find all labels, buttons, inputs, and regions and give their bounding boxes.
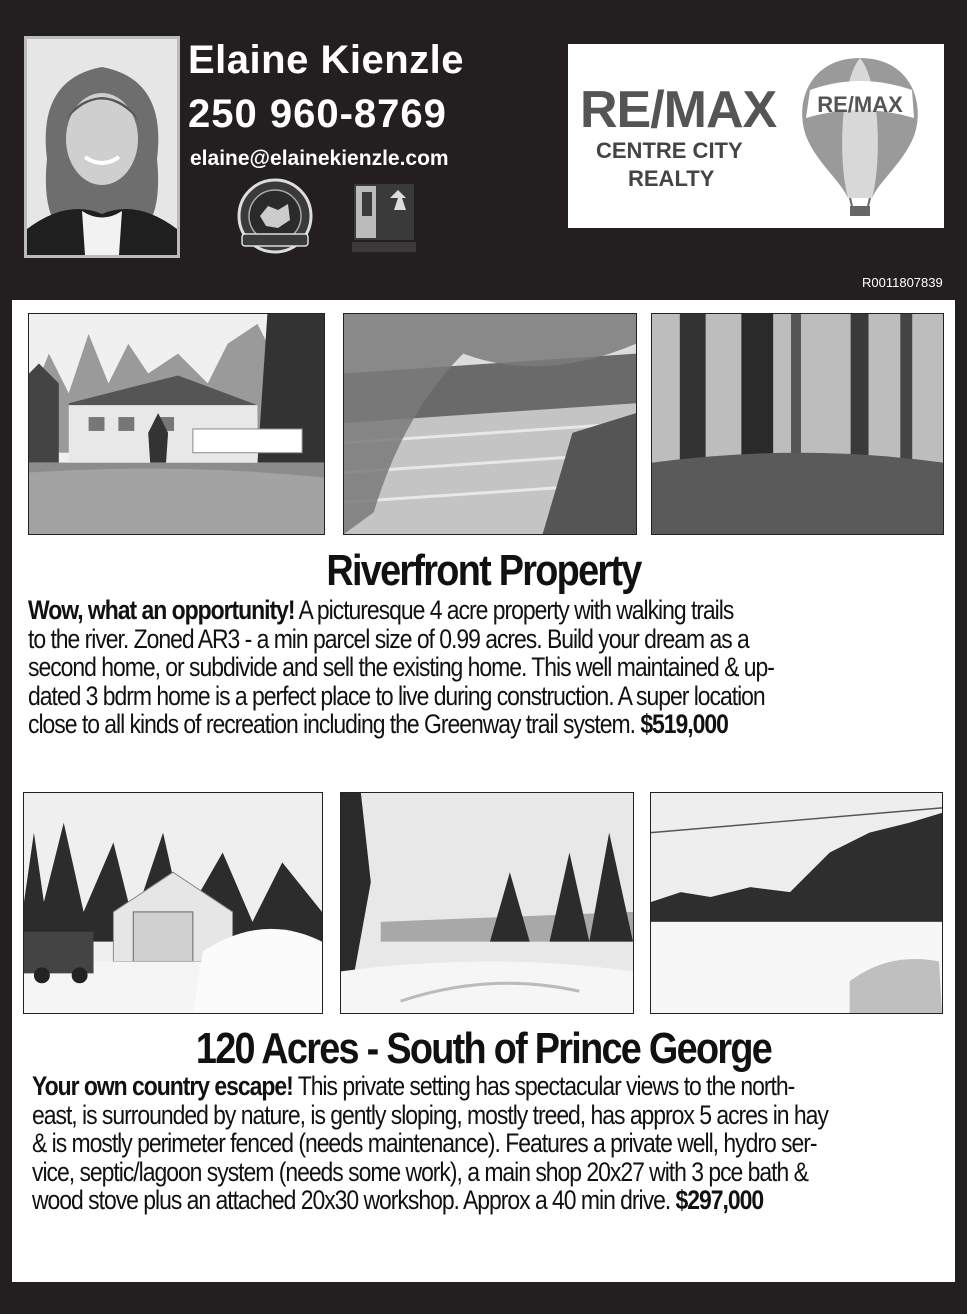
agent-name: Elaine Kienzle xyxy=(188,38,464,82)
description-line: vice, septic/lagoon system (needs some work), a main shop 20x27 with 3 pce bath & xyxy=(32,1156,808,1187)
listing-description xyxy=(32,1072,942,1215)
balloon-label: RE/MAX xyxy=(817,92,903,117)
description-line: close to all kinds of recreation including the Greenway trail system. $519,000 xyxy=(28,709,728,739)
description-line: & is mostly perimeter fenced (needs maintenance). Features a private well, hydro ser- xyxy=(32,1128,817,1158)
commercial-logo xyxy=(342,176,426,256)
listing-photo-view[interactable] xyxy=(340,792,634,1014)
brokerage-name-line1: CENTRE CITY xyxy=(596,138,743,163)
listing-title: 120 Acres - South of Prince George xyxy=(195,1024,772,1073)
description-line: second home, or subdivide and sell the existing home. This well maintained & up- xyxy=(28,652,774,682)
listing-photo-field[interactable] xyxy=(650,792,943,1014)
description-line: east, is surrounded by nature, is gently sloping, mostly treed, has approx 5 acres in hay xyxy=(32,1099,828,1130)
remax-wordmark: RE/MAX xyxy=(580,81,777,139)
agent-phone[interactable]: 250 960-8769 xyxy=(188,92,447,136)
agent-photo xyxy=(24,36,180,258)
listing-title: Riverfront Property xyxy=(326,546,641,595)
listing-photo-shop[interactable] xyxy=(23,792,323,1014)
listing-lead: Wow, what an opportunity! xyxy=(28,595,295,625)
listing-photo-river[interactable] xyxy=(343,313,637,535)
listing-photo-forest[interactable] xyxy=(651,313,944,535)
description-line: Wow, what an opportunity! A picturesque 4 acre property with walking trails xyxy=(28,595,734,625)
bc-northern-commercial-council-seal xyxy=(228,176,322,256)
brokerage-name-line2: REALTY xyxy=(628,166,715,191)
listing-price: $519,000 xyxy=(640,709,728,739)
listing-price: $297,000 xyxy=(675,1185,764,1215)
description-line: to the river. Zoned AR3 - a min parcel size of 0.99 acres. Build your dream as a xyxy=(28,623,749,654)
listing-description xyxy=(28,596,929,739)
ad-reference-number: R0011807839 xyxy=(862,275,943,290)
listing-lead: Your own country escape! xyxy=(32,1071,293,1101)
listing-photo-house[interactable] xyxy=(28,313,325,535)
remax-balloon-icon xyxy=(790,52,930,222)
agent-email[interactable]: elaine@elainekienzle.com xyxy=(190,147,449,170)
description-line: Your own country escape! This private setting has spectacular views to the north- xyxy=(32,1071,795,1101)
description-line: wood stove plus an attached 20x30 workshop. Approx a 40 min drive. $297,000 xyxy=(32,1185,764,1215)
description-line: dated 3 bdrm home is a perfect place to live during construction. A super location xyxy=(28,680,765,711)
